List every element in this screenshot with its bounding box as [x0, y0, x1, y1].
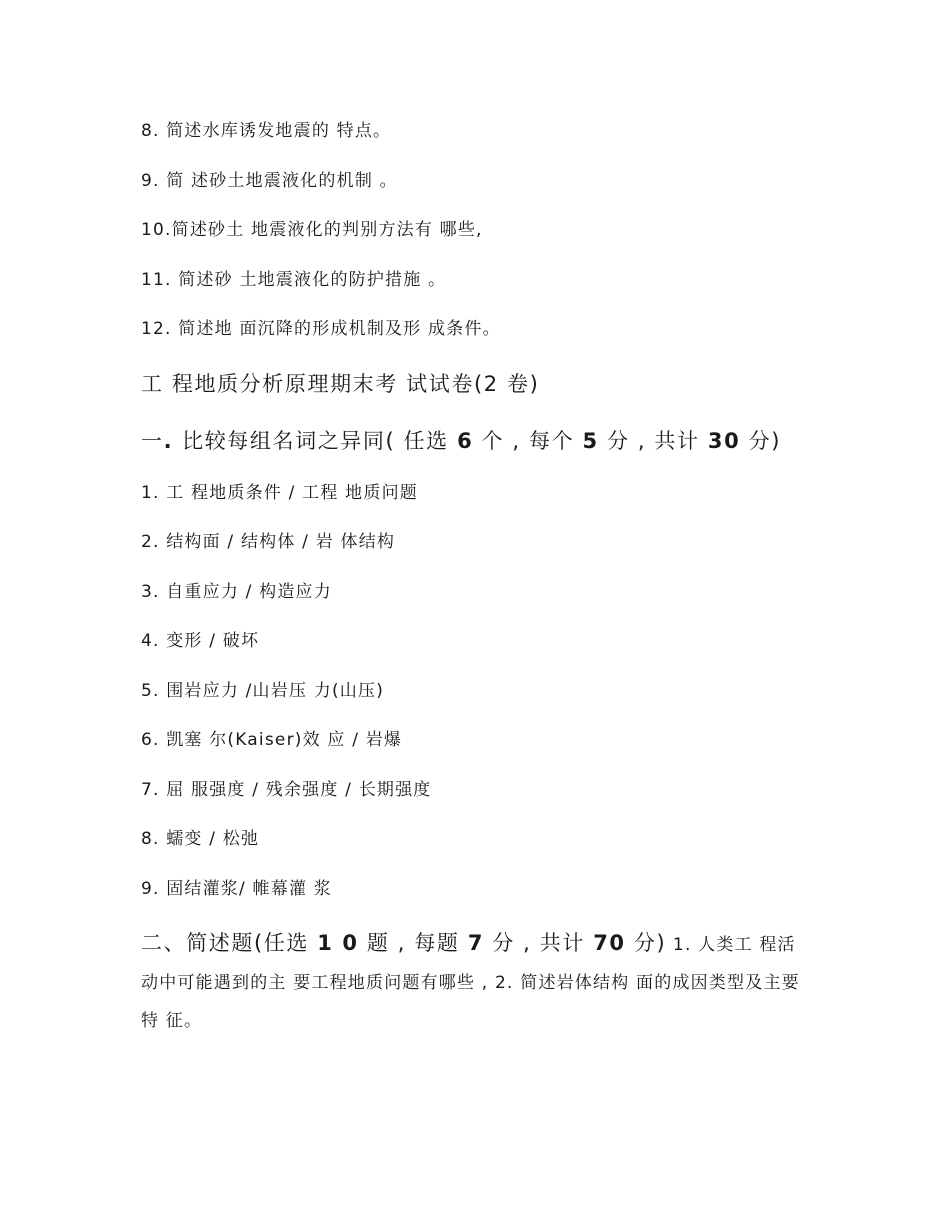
section2-paragraph [141, 924, 801, 1040]
section1-heading-numeral: 一 [141, 429, 164, 453]
section2-questions: 1. 人类工 程活动中可能遇到的主 要工程地质问题有哪些 , 2. 简述岩体结构 面的成因类型及主要特 征。 [141, 935, 800, 1031]
section1-heading-total: 30 [707, 429, 741, 453]
term-pair-8: 8. 蠕变 / 松弛 [141, 829, 260, 849]
section1-heading [141, 426, 781, 456]
section1-heading-text4: 分) [740, 429, 781, 453]
section1-heading-text2: 个 , 每个 [473, 429, 583, 453]
section2-heading-choose-count: 1 0 [317, 931, 359, 955]
question-11: 11. 简述砂 土地震液化的防护措施 。 [141, 270, 447, 290]
section2-heading-points-each: 7 [467, 931, 485, 955]
term-pair-1: 1. 工 程地质条件 / 工程 地质问题 [141, 483, 418, 503]
section2-heading-text3: 分 , 共计 [484, 931, 594, 955]
term-pair-6: 6. 凯塞 尔(Kaiser)效 应 / 岩爆 [141, 730, 403, 750]
question-10: 10.简述砂土 地震液化的判别方法有 哪些, [141, 220, 483, 240]
term-pair-3: 3. 自重应力 / 构造应力 [141, 582, 332, 602]
section1-heading-text1: 比较每组名词之异同( 任选 [182, 429, 458, 453]
section1-heading-dot: . [163, 429, 183, 453]
section1-heading-text3: 分 , 共计 [598, 429, 708, 453]
question-12: 12. 简述地 面沉降的形成机制及形 成条件。 [141, 319, 501, 339]
term-pair-7: 7. 屈 服强度 / 残余强度 / 长期强度 [141, 780, 432, 800]
term-pair-4: 4. 变形 / 破坏 [141, 631, 260, 651]
section2-heading-total: 70 [593, 931, 626, 955]
section2-heading-text4: 分) [625, 931, 667, 955]
question-8: 8. 简述水库诱发地震的 特点。 [141, 121, 392, 141]
section2-heading-text2: 题 , 每题 [358, 931, 468, 955]
term-pair-9: 9. 固结灌浆/ 帷幕灌 浆 [141, 879, 332, 899]
section1-heading-points-each: 5 [582, 429, 599, 453]
term-pair-2: 2. 结构面 / 结构体 / 岩 体结构 [141, 532, 396, 552]
section2-heading-text1: 二、简述题(任选 [141, 931, 318, 955]
section1-heading-choose-count: 6 [457, 429, 474, 453]
exam-title: 工 程地质分析原理期末考 试试卷(2 卷) [141, 372, 540, 396]
question-9: 9. 简 述砂土地震液化的机制 。 [141, 171, 398, 191]
term-pair-5: 5. 围岩应力 /山岩压 力(山压) [141, 681, 385, 701]
